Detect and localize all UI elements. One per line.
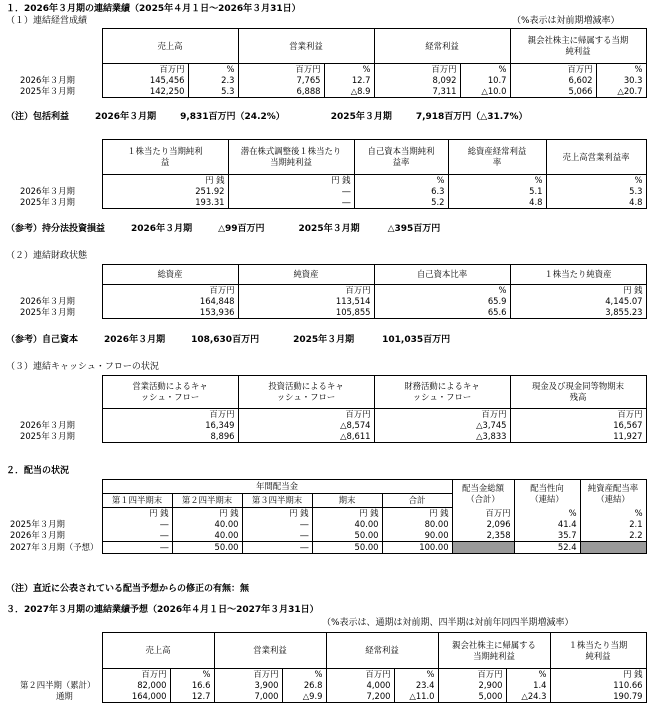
value-cell: △8,611 [238, 431, 374, 443]
table-financial-position [6, 264, 647, 319]
header-eps: １株当たり当期純利益 [102, 140, 228, 175]
note-value: △99百万円 [218, 224, 265, 234]
value-cell: 5,000 [438, 691, 506, 703]
unit-cell: % [324, 64, 374, 76]
heading-section-2: ２．配当の状況 [6, 466, 70, 476]
header-operating-profit: 営業利益 [214, 633, 326, 669]
value-cell: 1.4 [506, 680, 550, 691]
header-q1: 第１四半期末 [102, 494, 172, 508]
percent-note-3: （%表示は、通期は対前期、四半期は対前年同四半期増減率） [322, 618, 574, 628]
header-operating-profit: 営業利益 [238, 29, 374, 64]
unit-cell: 百万円 [214, 669, 282, 681]
value-cell: 6,602 [510, 75, 596, 86]
value-cell: 5.1 [448, 186, 546, 197]
value-cell: 2.3 [188, 75, 238, 86]
value-cell: △9.9 [282, 691, 326, 703]
table-row [6, 296, 646, 307]
table-forecast [6, 632, 647, 703]
value-cell: 40.00 [172, 519, 242, 530]
header-financing-cf: 財務活動によるキャッシュ・フロー [374, 376, 510, 409]
note-dividend-revision: （注）直近に公表されている配当予想からの修正の有無：無 [6, 584, 250, 594]
value-cell: 3,900 [214, 680, 282, 691]
row-label: 2025年３月期 [10, 519, 65, 529]
value-cell: 7,311 [374, 86, 460, 98]
value-cell-shaded [580, 542, 646, 554]
note-value: 9,831百万円（24.2%） [180, 112, 285, 122]
header-cash-balance: 現金及び現金同等物期末残高 [510, 376, 646, 409]
note-period: 2026年３月期 [131, 224, 193, 234]
value-cell: ― [242, 530, 312, 542]
header-payout-ratio: 配当性向（連結） [514, 480, 580, 508]
note-period: 2026年３月期 [95, 112, 157, 122]
table-row [6, 86, 646, 98]
value-cell: 3,855.23 [510, 307, 646, 319]
value-cell: 6.3 [354, 186, 448, 197]
note-value: 101,035百万円 [382, 335, 451, 345]
value-cell: 16.6 [170, 680, 214, 691]
header-roe: 自己資本当期純利益率 [354, 140, 448, 175]
value-cell: 50.00 [172, 542, 242, 554]
unit-cell: 百万円 [102, 409, 238, 421]
note-period: 2025年３月期 [298, 224, 360, 234]
value-cell: 30.3 [596, 75, 646, 86]
table-per-share [6, 139, 647, 209]
value-cell: 142,250 [102, 86, 188, 98]
subheading-cash-flows: （３）連結キャッシュ・フローの状況 [6, 362, 159, 372]
header-net-income: 親会社株主に帰属する当期純利益 [438, 633, 550, 669]
table-operating-results [6, 28, 647, 98]
value-cell: 40.00 [312, 519, 382, 530]
table-row [6, 542, 646, 554]
value-cell: 2,358 [452, 530, 514, 542]
unit-cell: 円 銭 [242, 508, 312, 520]
unit-cell: % [460, 64, 510, 76]
unit-cell: % [596, 64, 646, 76]
value-cell: 5.3 [546, 186, 646, 197]
value-cell: 65.6 [374, 307, 510, 319]
header-net-sales: 売上高 [102, 633, 214, 669]
header-annual-dividends: 年間配当金 [102, 480, 452, 494]
header-q2: 第２四半期末 [172, 494, 242, 508]
header-year-end: 期末 [312, 494, 382, 508]
value-cell: 90.00 [382, 530, 452, 542]
value-cell: 12.7 [170, 691, 214, 703]
value-cell: △10.0 [460, 86, 510, 98]
table-row [6, 530, 646, 542]
header-total-assets: 総資産 [102, 265, 238, 285]
unit-cell: 百万円 [374, 64, 460, 76]
value-cell: 40.00 [172, 530, 242, 542]
unit-cell: 円 銭 [382, 508, 452, 520]
table-row [6, 680, 646, 691]
row-label: 2025年３月期 [20, 86, 75, 97]
value-cell: 7,200 [326, 691, 394, 703]
note-equity-capital [6, 335, 450, 345]
value-cell: 50.00 [312, 530, 382, 542]
value-cell: △8,574 [238, 420, 374, 431]
header-investing-cf: 投資活動によるキャッシュ・フロー [238, 376, 374, 409]
heading-section-3: ３．2027年３月期の連結業績予想（2026年４月１日～2027年３月31日） [6, 605, 319, 615]
value-cell: 16,349 [102, 420, 238, 431]
unit-cell: 百万円 [326, 669, 394, 681]
note-equity-method [6, 224, 440, 234]
table-row [6, 75, 646, 86]
header-q3: 第３四半期末 [242, 494, 312, 508]
value-cell: 82,000 [102, 680, 170, 691]
value-cell: ― [242, 519, 312, 530]
table-row [6, 307, 646, 319]
note-period: 2026年３月期 [104, 335, 166, 345]
value-cell: 26.8 [282, 680, 326, 691]
value-cell: 105,855 [238, 307, 374, 319]
unit-cell: % [282, 669, 326, 681]
unit-cell: 百万円 [102, 64, 188, 76]
unit-cell: % [354, 175, 448, 187]
unit-cell: 百万円 [510, 64, 596, 76]
value-cell: 5.2 [354, 197, 448, 209]
value-cell: ― [228, 186, 354, 197]
unit-cell: 百万円 [102, 669, 170, 681]
unit-cell: % [170, 669, 214, 681]
value-cell: 12.7 [324, 75, 374, 86]
value-cell: 164,848 [102, 296, 238, 307]
value-cell: 4.8 [546, 197, 646, 209]
header-bps: １株当たり純資産 [510, 265, 646, 285]
value-cell: ― [102, 519, 172, 530]
heading-section-1: １．2026年３月期の連結業績（2025年４月１日～2026年３月31日） [6, 4, 301, 14]
row-label: 2025年３月期 [20, 307, 75, 318]
unit-cell: 円 銭 [510, 285, 646, 297]
note-label: （参考）自己資本 [6, 335, 79, 345]
value-cell: 164,000 [102, 691, 170, 703]
value-cell: 50.00 [312, 542, 382, 554]
row-label: 2026年３月期 [20, 186, 75, 196]
unit-cell: 円 銭 [102, 175, 228, 187]
subheading-operating-results: （１）連結経営成績 [6, 16, 88, 26]
header-roa: 総資産経常利益率 [448, 140, 546, 175]
unit-cell: 百万円 [238, 285, 374, 297]
unit-cell: % [394, 669, 438, 681]
unit-cell: % [188, 64, 238, 76]
note-value: 7,918百万円（△31.7%） [415, 112, 528, 122]
value-cell: △8.9 [324, 86, 374, 98]
row-label: 2026年３月期 [20, 420, 75, 430]
value-cell: 4.8 [448, 197, 546, 209]
table-dividends [6, 479, 647, 554]
unit-cell: 百万円 [238, 64, 324, 76]
unit-cell: 円 銭 [102, 508, 172, 520]
unit-cell: 百万円 [438, 669, 506, 681]
note-label: （参考）持分法投資損益 [6, 224, 106, 234]
row-label: 2027年３月期（予想） [10, 542, 99, 552]
subheading-financial-position: （２）連結財政状態 [6, 251, 88, 261]
row-label: 第２四半期（累計） [20, 680, 96, 690]
header-total-dividends: 配当金総額（合計） [452, 480, 514, 508]
value-cell: 10.7 [460, 75, 510, 86]
unit-cell: 円 銭 [550, 669, 646, 681]
table-row [6, 691, 646, 703]
table-row [6, 519, 646, 530]
unit-cell: 百万円 [452, 508, 514, 520]
value-cell: 2.1 [580, 519, 646, 530]
value-cell: △11.0 [394, 691, 438, 703]
value-cell-shaded [452, 542, 514, 554]
value-cell: △3,833 [374, 431, 510, 443]
value-cell: 80.00 [382, 519, 452, 530]
header-ordinary-profit: 経常利益 [326, 633, 438, 669]
unit-cell: 百万円 [102, 285, 238, 297]
header-net-sales: 売上高 [102, 29, 238, 64]
table-row [6, 431, 646, 443]
unit-cell: 円 銭 [172, 508, 242, 520]
value-cell: △20.7 [596, 86, 646, 98]
note-comprehensive-income [6, 112, 527, 122]
note-period: 2025年３月期 [330, 112, 392, 122]
unit-cell: 百万円 [374, 409, 510, 421]
header-doe: 純資産配当率（連結） [580, 480, 646, 508]
value-cell: 110.66 [550, 680, 646, 691]
note-value: 108,630百万円 [191, 335, 260, 345]
value-cell: ― [102, 530, 172, 542]
table-cash-flows [6, 375, 647, 443]
unit-cell: % [448, 175, 546, 187]
value-cell: 2.2 [580, 530, 646, 542]
value-cell: ― [228, 197, 354, 209]
value-cell: △3,745 [374, 420, 510, 431]
value-cell: 6,888 [238, 86, 324, 98]
value-cell: 153,936 [102, 307, 238, 319]
unit-cell: % [506, 669, 550, 681]
header-operating-cf: 営業活動によるキャッシュ・フロー [102, 376, 238, 409]
unit-cell: 百万円 [238, 409, 374, 421]
value-cell: 2,096 [452, 519, 514, 530]
value-cell: 5.3 [188, 86, 238, 98]
value-cell: 113,514 [238, 296, 374, 307]
row-label: 2025年３月期 [20, 431, 75, 442]
header-total: 合計 [382, 494, 452, 508]
percent-note-1: （%表示は対前期増減率） [512, 16, 620, 26]
value-cell: 193.31 [102, 197, 228, 209]
value-cell: △24.3 [506, 691, 550, 703]
value-cell: 35.7 [514, 530, 580, 542]
value-cell: 145,456 [102, 75, 188, 86]
unit-cell: % [374, 285, 510, 297]
value-cell: 190.79 [550, 691, 646, 703]
header-net-assets: 純資産 [238, 265, 374, 285]
value-cell: 7,765 [238, 75, 324, 86]
unit-cell: % [546, 175, 646, 187]
table-row [6, 186, 646, 197]
value-cell: 4,145.07 [510, 296, 646, 307]
value-cell: 251.92 [102, 186, 228, 197]
table-row [6, 420, 646, 431]
row-label: 2025年３月期 [20, 197, 75, 208]
unit-cell: % [514, 508, 580, 520]
note-period: 2025年３月期 [293, 335, 355, 345]
row-label: 2026年３月期 [20, 296, 75, 306]
value-cell: ― [102, 542, 172, 554]
note-label: （注）包括利益 [6, 112, 70, 122]
header-net-income: 親会社株主に帰属する当期純利益 [510, 29, 646, 64]
value-cell: 4,000 [326, 680, 394, 691]
row-label: 2026年３月期 [20, 75, 75, 85]
unit-cell: 円 銭 [312, 508, 382, 520]
value-cell: 2,900 [438, 680, 506, 691]
header-ordinary-profit: 経常利益 [374, 29, 510, 64]
value-cell: 5,066 [510, 86, 596, 98]
header-diluted-eps: 潜在株式調整後１株当たり当期純利益 [228, 140, 354, 175]
value-cell: 11,927 [510, 431, 646, 443]
value-cell: ― [242, 542, 312, 554]
value-cell: 8,896 [102, 431, 238, 443]
note-value: △395百万円 [387, 224, 441, 234]
unit-cell: % [580, 508, 646, 520]
value-cell: 100.00 [382, 542, 452, 554]
unit-cell: 円 銭 [228, 175, 354, 187]
row-label: 2026年３月期 [10, 530, 65, 541]
header-eps: １株当たり当期純利益 [550, 633, 646, 669]
header-operating-margin: 売上高営業利益率 [546, 140, 646, 175]
value-cell: 23.4 [394, 680, 438, 691]
row-label: 通期 [56, 691, 73, 702]
value-cell: 65.9 [374, 296, 510, 307]
table-row [6, 197, 646, 209]
value-cell: 52.4 [514, 542, 580, 554]
value-cell: 8,092 [374, 75, 460, 86]
header-equity-ratio: 自己資本比率 [374, 265, 510, 285]
value-cell: 16,567 [510, 420, 646, 431]
value-cell: 41.4 [514, 519, 580, 530]
unit-cell: 百万円 [510, 409, 646, 421]
value-cell: 7,000 [214, 691, 282, 703]
